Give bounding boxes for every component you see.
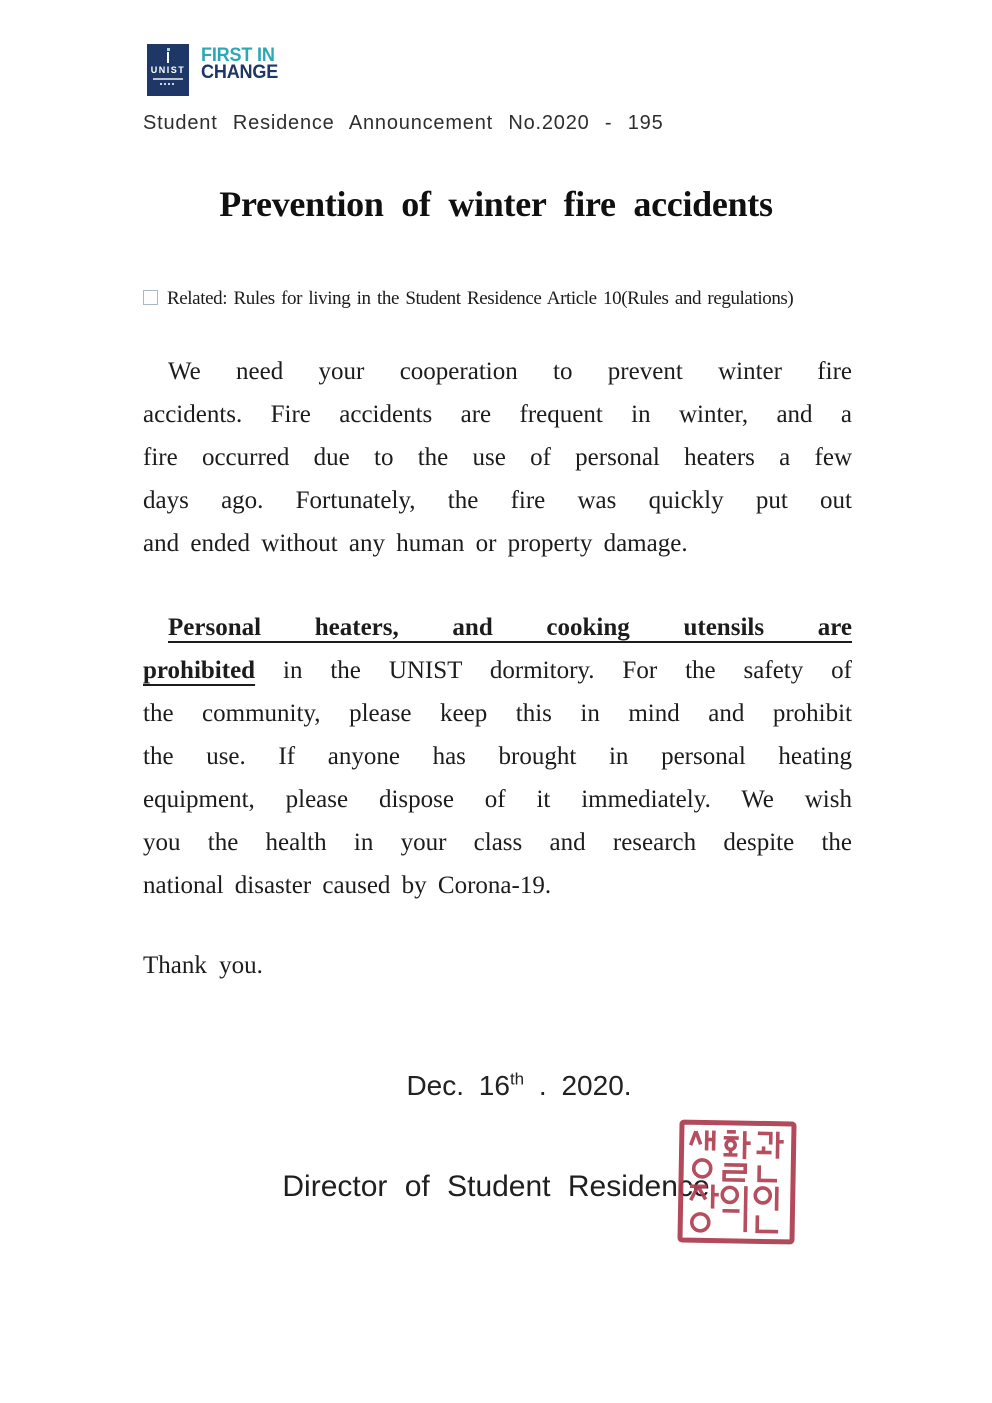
body-text: the community, please keep this in mind and prohibit: [143, 700, 852, 727]
text-line: [143, 350, 852, 393]
date-prefix: Dec. 16: [406, 1070, 510, 1101]
text-line: [143, 864, 852, 907]
date-ordinal-superscript: th: [509, 1069, 525, 1089]
body-text: accidents. Fire accidents are frequent in winter, and a: [143, 401, 852, 428]
document-title: Prevention of winter fire accidents: [219, 184, 773, 224]
emblem-dots: [160, 83, 176, 85]
document-number: Student Residence Announcement No.2020 - 195: [143, 112, 664, 134]
body-text: We need your cooperation to prevent winter fire: [168, 358, 852, 385]
logo-tagline: [201, 44, 278, 96]
body-text: days ago. Fortunately, the fire was quickly put out: [143, 487, 852, 514]
text-line: [143, 606, 852, 649]
paragraph-intro: [143, 350, 852, 565]
unist-emblem-icon: [147, 44, 189, 96]
tagline-first-in: FIRST IN: [201, 45, 275, 66]
text-line: [143, 436, 852, 479]
official-seal-stamp: [677, 1119, 797, 1245]
related-reference-line: [143, 288, 793, 310]
body-text: the use. If anyone has brought in personal heating: [143, 743, 852, 770]
emphasized-text: Personal heaters, and cooking utensils are: [168, 614, 852, 641]
signature-line: Director of Student Residence: [282, 1170, 710, 1203]
text-line: [143, 692, 852, 735]
tagline-change: CHANGE: [201, 62, 279, 83]
text-line: [143, 821, 852, 864]
text-line: [143, 778, 852, 821]
square-bullet-icon: [143, 290, 158, 305]
date-line: [0, 1070, 992, 1102]
body-text: you the health in your class and research despite the: [143, 829, 852, 856]
text-line: [143, 479, 852, 522]
date-suffix: . 2020.: [524, 1070, 632, 1101]
text-line: [143, 393, 852, 436]
emblem-microtext: [153, 78, 183, 80]
seal-stamp-graphic: [677, 1119, 797, 1245]
related-text: Related: Rules for living in the Student Residence Article 10(Rules and regulations): [167, 288, 794, 309]
text-line: [143, 735, 852, 778]
body-text: national disaster caused by Corona-19.: [143, 872, 552, 899]
text-line: [143, 522, 852, 565]
body-text: fire occurred due to the use of personal heaters a few: [143, 444, 852, 471]
closing-line: Thank you.: [143, 952, 263, 979]
body-text: and ended without any human or property damage.: [143, 530, 688, 557]
text-line: [143, 649, 852, 692]
body-text: equipment, please dispose of it immediately. We wish: [143, 786, 852, 813]
emblem-dot: [167, 48, 170, 51]
emblem-stem: [167, 52, 169, 63]
paragraph-prohibition: [143, 606, 852, 907]
emblem-wordmark: UNIST: [150, 65, 186, 75]
unist-logo: [147, 44, 282, 96]
body-text: in the UNIST dormitory. For the safety of: [255, 657, 852, 684]
emphasized-text: prohibited: [143, 657, 256, 684]
